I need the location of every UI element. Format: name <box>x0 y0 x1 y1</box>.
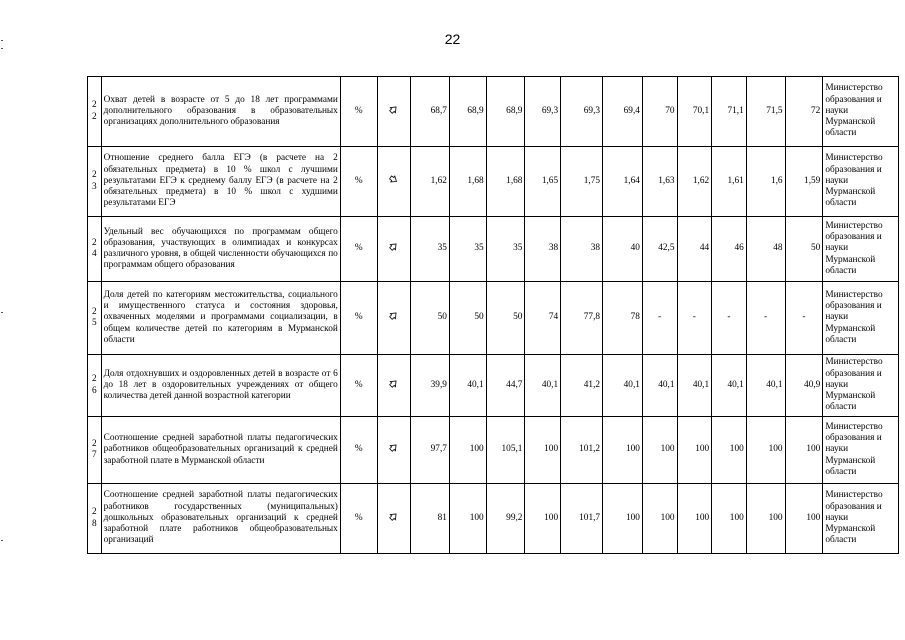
value-cell: 1,64 <box>603 147 643 217</box>
unit-cell: % <box>340 282 377 355</box>
unit-cell: % <box>340 77 377 147</box>
row-number: 2 4 <box>88 217 102 282</box>
trend-cell <box>377 147 411 217</box>
value-cell: 100 <box>525 484 561 554</box>
value-cell: 40,1 <box>712 355 747 417</box>
value-cell: 72 <box>785 77 823 147</box>
scan-edge-mark <box>1 40 3 41</box>
trend-cell <box>377 355 411 417</box>
value-cell: 1,65 <box>525 147 561 217</box>
arrow-up-icon <box>389 443 398 452</box>
table-row <box>88 484 899 554</box>
indicator-description: Охват детей в возрасте от 5 до 18 лет программами дополнительного образования в образовательных организациях дополнительного образования <box>101 77 340 147</box>
responsible-organization: Министерство образования и науки Мурманской области <box>823 355 899 417</box>
trend-cell <box>377 484 411 554</box>
value-cell: 40,1 <box>677 355 712 417</box>
value-cell: 100 <box>677 484 712 554</box>
responsible-organization: Министерство образования и науки Мурманской области <box>823 77 899 147</box>
scan-edge-mark <box>1 48 3 49</box>
value-cell: 1,62 <box>677 147 712 217</box>
value-cell: 78 <box>603 282 643 355</box>
value-cell: 1,68 <box>486 147 525 217</box>
value-cell: 70,1 <box>677 77 712 147</box>
value-cell: 105,1 <box>486 417 525 484</box>
value-cell: 69,3 <box>561 77 603 147</box>
unit-cell: % <box>340 484 377 554</box>
table-row <box>88 217 899 282</box>
value-cell: 40,1 <box>642 355 677 417</box>
value-cell: 97,7 <box>411 417 450 484</box>
value-cell: - <box>746 282 785 355</box>
row-number: 2 3 <box>88 147 102 217</box>
value-cell: 40,1 <box>525 355 561 417</box>
value-cell: 44 <box>677 217 712 282</box>
value-cell: 100 <box>603 417 643 484</box>
indicator-description: Удельный вес обучающихся по программам общего образования, участвующих в олимпиадах и конкурсах различного уровня, в общей численности обучающихся по программам общего образования <box>101 217 340 282</box>
value-cell: 50 <box>486 282 525 355</box>
value-cell: 100 <box>449 417 486 484</box>
value-cell: 50 <box>785 217 823 282</box>
arrow-up-icon <box>389 242 398 251</box>
arrow-up-icon <box>389 105 398 114</box>
value-cell: - <box>785 282 823 355</box>
value-cell: - <box>677 282 712 355</box>
value-cell: 35 <box>449 217 486 282</box>
value-cell: 40,1 <box>449 355 486 417</box>
indicator-description: Соотношение средней заработной платы педагогических работников государственных (муниципальных) дошкольных образовательных организаций к средней заработной плате работников общеобразовательных организаций <box>101 484 340 554</box>
value-cell: 1,59 <box>785 147 823 217</box>
value-cell: 100 <box>785 484 823 554</box>
indicators-table <box>87 76 899 554</box>
unit-cell: % <box>340 417 377 484</box>
value-cell: 1,62 <box>411 147 450 217</box>
value-cell: 101,7 <box>561 484 603 554</box>
value-cell: 100 <box>712 484 747 554</box>
value-cell: 38 <box>561 217 603 282</box>
value-cell: 68,7 <box>411 77 450 147</box>
table-row <box>88 147 899 217</box>
table-row <box>88 355 899 417</box>
value-cell: 100 <box>746 484 785 554</box>
unit-cell: % <box>340 217 377 282</box>
responsible-organization: Министерство образования и науки Мурманской области <box>823 147 899 217</box>
trend-cell <box>377 417 411 484</box>
row-number: 2 7 <box>88 417 102 484</box>
value-cell: 74 <box>525 282 561 355</box>
indicator-description: Доля отдохнувших и оздоровленных детей в возрасте от 6 до 18 лет в оздоровительных учреждениях от общего количества детей данной возрастной категории <box>101 355 340 417</box>
value-cell: 100 <box>603 484 643 554</box>
value-cell: 71,5 <box>746 77 785 147</box>
value-cell: 101,2 <box>561 417 603 484</box>
value-cell: 1,6 <box>746 147 785 217</box>
value-cell: 50 <box>449 282 486 355</box>
value-cell: 41,2 <box>561 355 603 417</box>
row-number: 2 2 <box>88 77 102 147</box>
value-cell: 69,4 <box>603 77 643 147</box>
table-row <box>88 417 899 484</box>
value-cell: 46 <box>712 217 747 282</box>
value-cell: 50 <box>411 282 450 355</box>
responsible-organization: Министерство образования и науки Мурманской области <box>823 282 899 355</box>
table-row <box>88 77 899 147</box>
scan-edge-mark <box>1 540 3 541</box>
value-cell: 100 <box>677 417 712 484</box>
value-cell: 68,9 <box>449 77 486 147</box>
value-cell: 77,8 <box>561 282 603 355</box>
indicator-description: Доля детей по категориям местожительства, социального и имущественного статуса и состояния здоровья, охваченных моделями и программами социализации, в общем количестве детей по категориям в Мурманской области <box>101 282 340 355</box>
value-cell: 1,75 <box>561 147 603 217</box>
row-number: 2 5 <box>88 282 102 355</box>
value-cell: 35 <box>411 217 450 282</box>
value-cell: 38 <box>525 217 561 282</box>
responsible-organization: Министерство образования и науки Мурманской области <box>823 484 899 554</box>
value-cell: 100 <box>712 417 747 484</box>
value-cell: 100 <box>642 484 677 554</box>
unit-cell: % <box>340 355 377 417</box>
value-cell: 100 <box>746 417 785 484</box>
table-row <box>88 282 899 355</box>
row-number: 2 6 <box>88 355 102 417</box>
value-cell: 40 <box>603 217 643 282</box>
row-number: 2 8 <box>88 484 102 554</box>
arrow-up-icon <box>389 311 398 320</box>
value-cell: 100 <box>642 417 677 484</box>
value-cell: 68,9 <box>486 77 525 147</box>
responsible-organization: Министерство образования и науки Мурманской области <box>823 417 899 484</box>
page-number: 22 <box>444 31 461 47</box>
indicator-description: Отношение среднего балла ЕГЭ (в расчете на 2 обязательных предмета) в 10 % школ с лучшими результатами ЕГЭ к среднему баллу ЕГЭ (в расчете на 2 обязательных предмета) в 10 % школ с худшими результатами ЕГЭ <box>101 147 340 217</box>
value-cell: 35 <box>486 217 525 282</box>
arrow-up-icon <box>389 512 398 521</box>
value-cell: 42,5 <box>642 217 677 282</box>
unit-cell: % <box>340 147 377 217</box>
value-cell: 1,61 <box>712 147 747 217</box>
value-cell: 1,63 <box>642 147 677 217</box>
value-cell: 71,1 <box>712 77 747 147</box>
value-cell: - <box>642 282 677 355</box>
value-cell: 99,2 <box>486 484 525 554</box>
value-cell: 70 <box>642 77 677 147</box>
trend-cell <box>377 77 411 147</box>
arrow-up-icon <box>389 379 398 388</box>
value-cell: 44,7 <box>486 355 525 417</box>
value-cell: 81 <box>411 484 450 554</box>
value-cell: 1,68 <box>449 147 486 217</box>
value-cell: 48 <box>746 217 785 282</box>
value-cell: 100 <box>525 417 561 484</box>
value-cell: 40,1 <box>603 355 643 417</box>
arrow-down-icon <box>389 175 398 184</box>
responsible-organization: Министерство образования и науки Мурманской области <box>823 217 899 282</box>
trend-cell <box>377 282 411 355</box>
value-cell: 40,1 <box>746 355 785 417</box>
trend-cell <box>377 217 411 282</box>
value-cell: 39,9 <box>411 355 450 417</box>
value-cell: 100 <box>449 484 486 554</box>
value-cell: - <box>712 282 747 355</box>
value-cell: 100 <box>785 417 823 484</box>
value-cell: 40,9 <box>785 355 823 417</box>
indicator-description: Соотношение средней заработной платы педагогических работников общеобразовательных организаций к средней заработной плате в Мурманской области <box>101 417 340 484</box>
scan-edge-mark <box>1 312 3 313</box>
value-cell: 69,3 <box>525 77 561 147</box>
